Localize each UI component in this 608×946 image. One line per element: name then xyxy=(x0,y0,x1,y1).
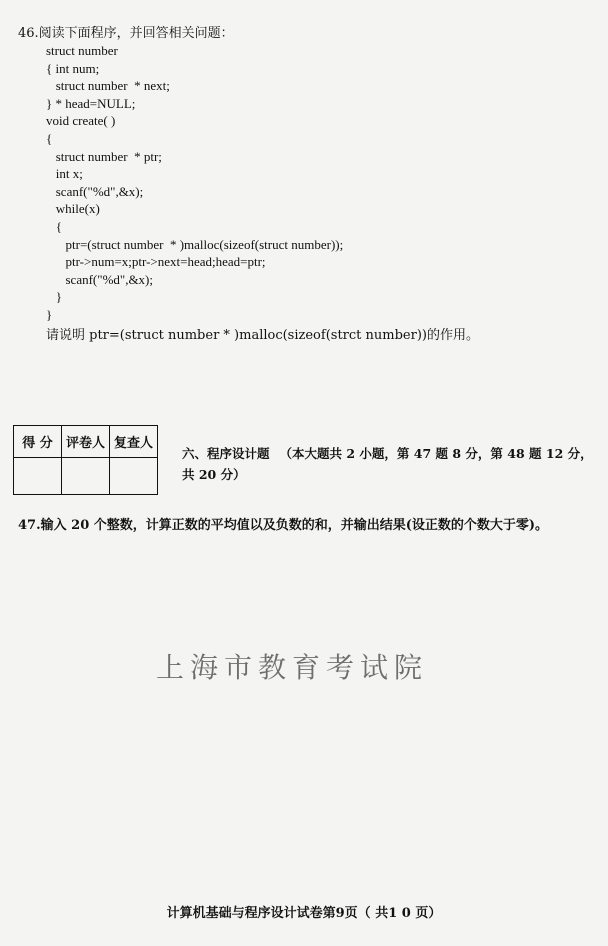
code-line: void create( ) xyxy=(46,113,116,129)
code-line: } xyxy=(46,289,62,305)
code-line: { int num; xyxy=(46,60,100,76)
section-six-note-line1: （本大题共 2 小题，第 47 题 8 分，第 48 题 12 分， xyxy=(279,446,593,461)
watermark: 上海市教育考试院 xyxy=(156,651,429,684)
code-line: { xyxy=(46,218,62,234)
section-six-note-line2: 共 20 分） xyxy=(182,467,246,482)
code-block xyxy=(46,42,343,324)
section-six-heading xyxy=(182,443,598,485)
score-cell-points xyxy=(14,458,62,495)
score-table xyxy=(13,425,158,495)
score-header-reviewer: 复查人 xyxy=(110,426,158,458)
score-cell-reviewer xyxy=(110,458,158,495)
section-six-title: 六、程序设计题 xyxy=(182,446,270,461)
score-table-blank-row xyxy=(14,458,158,495)
question-46-title: 46.阅读下面程序，并回答相关问题： xyxy=(18,26,234,41)
page-footer: 计算机基础与程序设计试卷第9页（ 共1 0 页） xyxy=(166,906,442,921)
code-line: struct number * ptr; xyxy=(46,148,162,164)
code-line: int x; xyxy=(46,166,83,182)
code-line: { xyxy=(46,130,53,146)
code-line: scanf("%d",&x); xyxy=(46,271,154,287)
score-cell-grader xyxy=(62,458,110,495)
score-header-grader: 评卷人 xyxy=(62,426,110,458)
code-line: struct number xyxy=(46,43,118,58)
question-47-text: 47.输入 20 个整数，计算正数的平均值以及负数的和，并输出结果(设正数的个数大于零)。 xyxy=(18,518,549,533)
code-line: } xyxy=(46,306,53,322)
score-table-header-row xyxy=(14,426,158,458)
code-line: scanf("%d",&x); xyxy=(46,183,144,199)
question-46-prompt: 请说明 ptr=(struct number * )malloc(sizeof(strct number))的作用。 xyxy=(46,328,479,343)
code-line: ptr=(struct number * )malloc(sizeof(struct number)); xyxy=(46,236,344,252)
score-header-points: 得 分 xyxy=(14,426,62,458)
code-line: while(x) xyxy=(46,201,100,217)
code-line: } * head=NULL; xyxy=(46,95,136,111)
code-line: struct number * next; xyxy=(46,78,170,94)
code-line: ptr->num=x;ptr->next=head;head=ptr; xyxy=(46,254,266,270)
